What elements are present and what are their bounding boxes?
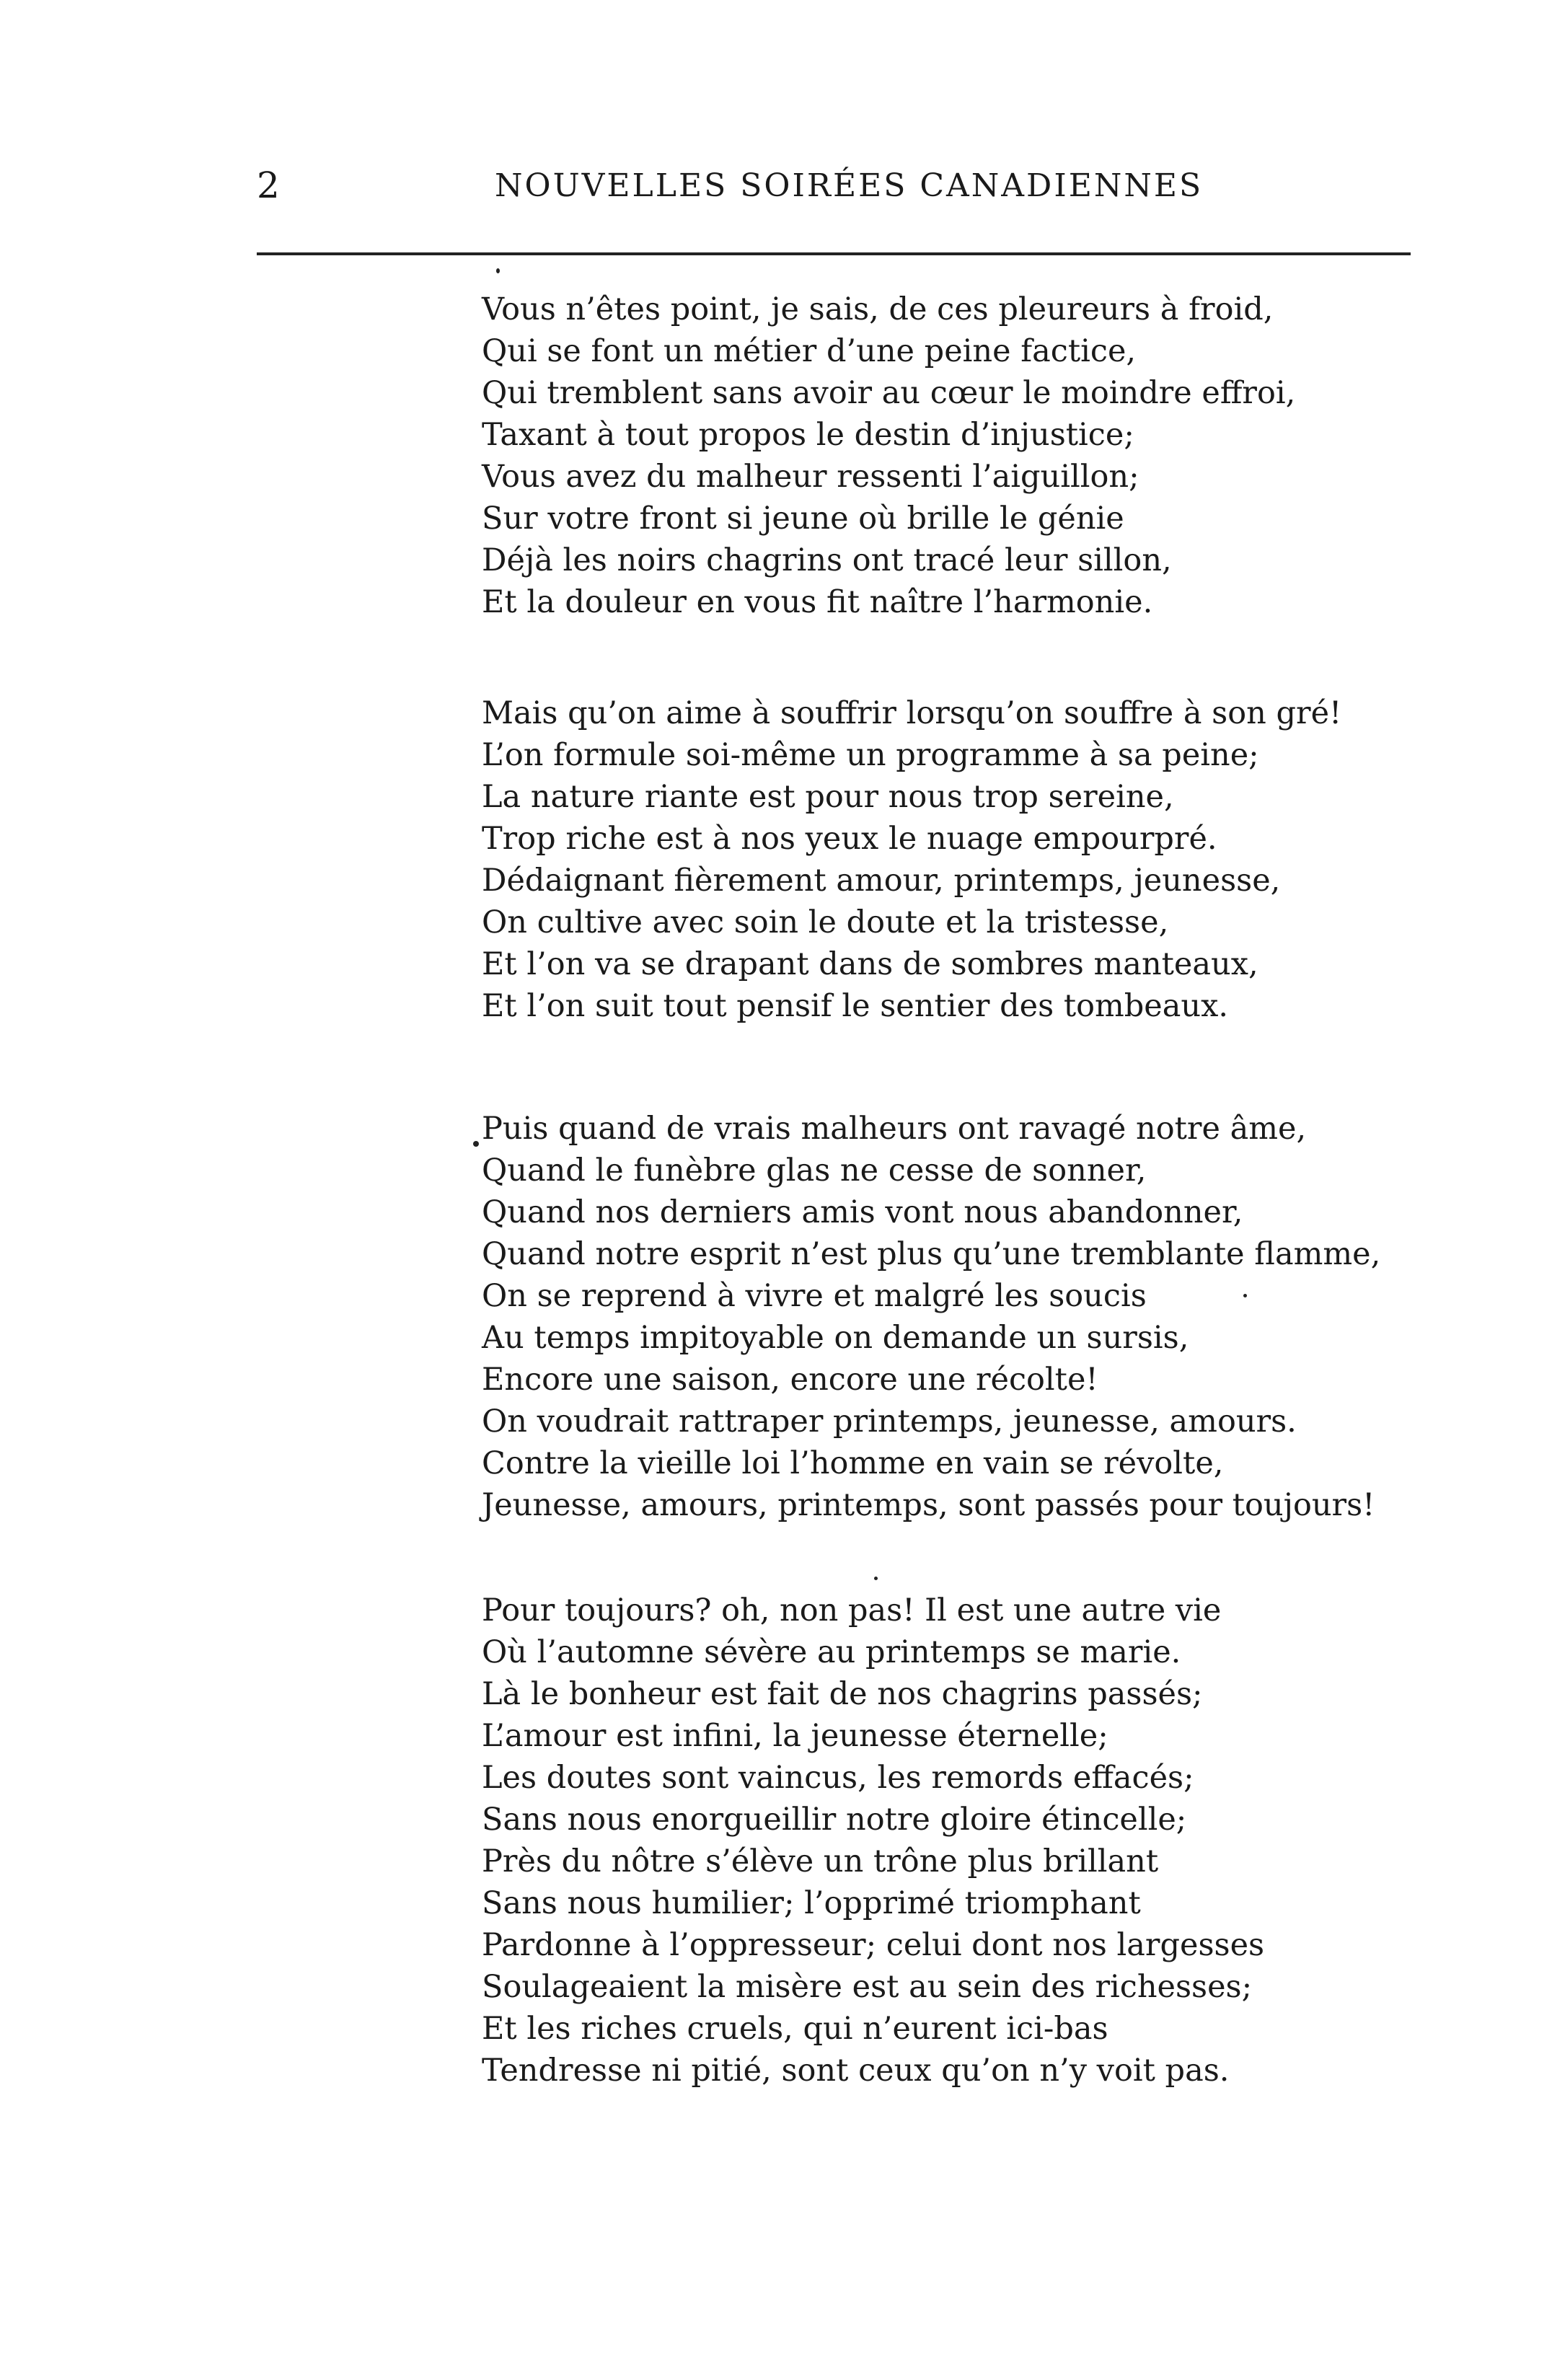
verse-line: Déjà les noirs chagrins ont tracé leur sillon, bbox=[482, 542, 1172, 578]
verse-line: Au temps impitoyable on demande un sursis, bbox=[482, 1320, 1189, 1356]
verse-line: Et l’on suit tout pensif le sentier des tombeaux. bbox=[482, 988, 1229, 1024]
verse-line: Soulageaient la misère est au sein des richesses; bbox=[482, 1969, 1253, 2005]
page-number: 2 bbox=[257, 164, 281, 206]
verse-line: On cultive avec soin le doute et la tristesse, bbox=[482, 904, 1169, 940]
verse-line: L’on formule soi-même un programme à sa peine; bbox=[482, 737, 1259, 773]
verse-line: La nature riante est pour nous trop sereine, bbox=[482, 779, 1174, 815]
verse-line: Là le bonheur est fait de nos chagrins passés; bbox=[482, 1676, 1203, 1712]
verse-line: On se reprend à vivre et malgré les soucis bbox=[482, 1278, 1147, 1314]
print-speck bbox=[496, 268, 500, 273]
verse-line: Sur votre front si jeune où brille le génie bbox=[482, 501, 1124, 537]
verse-line: L’amour est infini, la jeunesse éternelle; bbox=[482, 1718, 1108, 1754]
verse-line: Dédaignant fièrement amour, printemps, jeunesse, bbox=[482, 863, 1281, 899]
verse-line: Quand notre esprit n’est plus qu’une tremblante flamme, bbox=[482, 1236, 1381, 1272]
verse-line: Mais qu’on aime à souffrir lorsqu’on souffre à son gré! bbox=[482, 695, 1342, 731]
verse-line: Vous n’êtes point, je sais, de ces pleureurs à froid, bbox=[482, 291, 1274, 327]
verse-line: Sans nous enorgueillir notre gloire étincelle; bbox=[482, 1802, 1187, 1838]
verse-line: Et la douleur en vous fit naître l’harmonie. bbox=[482, 584, 1153, 620]
verse-line: Quand nos derniers amis vont nous abandonner, bbox=[482, 1194, 1243, 1230]
stanza-2 bbox=[482, 692, 1419, 1027]
print-speck bbox=[874, 1577, 878, 1580]
verse-line: Trop riche est à nos yeux le nuage empourpré. bbox=[482, 821, 1217, 857]
verse-line: On voudrait rattraper printemps, jeunesse, amours. bbox=[482, 1403, 1297, 1440]
verse-line: Qui tremblent sans avoir au cœur le moindre effroi, bbox=[482, 375, 1296, 411]
verse-line: Pour toujours? oh, non pas! Il est une autre vie bbox=[482, 1592, 1222, 1628]
stanza-1 bbox=[482, 288, 1419, 623]
verse-line: Et l’on va se drapant dans de sombres manteaux, bbox=[482, 946, 1258, 982]
running-title: NOUVELLES SOIRÉES CANADIENNES bbox=[495, 167, 1204, 204]
header-rule bbox=[257, 252, 1411, 255]
verse-line: Quand le funèbre glas ne cesse de sonner, bbox=[482, 1152, 1147, 1189]
verse-line: Qui se font un métier d’une peine factice, bbox=[482, 333, 1137, 369]
print-speck bbox=[473, 1141, 479, 1147]
verse-line: Vous avez du malheur ressenti l’aiguillon; bbox=[482, 459, 1139, 495]
verse-line: Taxant à tout propos le destin d’injustice; bbox=[482, 417, 1134, 453]
stanza-3 bbox=[482, 1108, 1419, 1526]
verse-line: Tendresse ni pitié, sont ceux qu’on n’y voit pas. bbox=[482, 2053, 1230, 2089]
verse-line: Encore une saison, encore une récolte! bbox=[482, 1362, 1098, 1398]
verse-line: Contre la vieille loi l’homme en vain se révolte, bbox=[482, 1445, 1224, 1481]
verse-line: Sans nous humilier; l’opprimé triomphant bbox=[482, 1885, 1141, 1921]
print-speck bbox=[1243, 1294, 1247, 1297]
verse-line: Où l’automne sévère au printemps se marie. bbox=[482, 1634, 1181, 1670]
verse-line: Et les riches cruels, qui n’eurent ici-bas bbox=[482, 2011, 1108, 2047]
verse-line: Pardonne à l’oppresseur; celui dont nos largesses bbox=[482, 1927, 1265, 1963]
verse-line: Jeunesse, amours, printemps, sont passés pour toujours! bbox=[482, 1487, 1375, 1523]
stanza-4 bbox=[482, 1590, 1419, 2092]
verse-line: Près du nôtre s’élève un trône plus brillant bbox=[482, 1843, 1159, 1879]
verse-line: Les doutes sont vaincus, les remords effacés; bbox=[482, 1760, 1194, 1796]
verse-line: Puis quand de vrais malheurs ont ravagé notre âme, bbox=[482, 1111, 1307, 1147]
